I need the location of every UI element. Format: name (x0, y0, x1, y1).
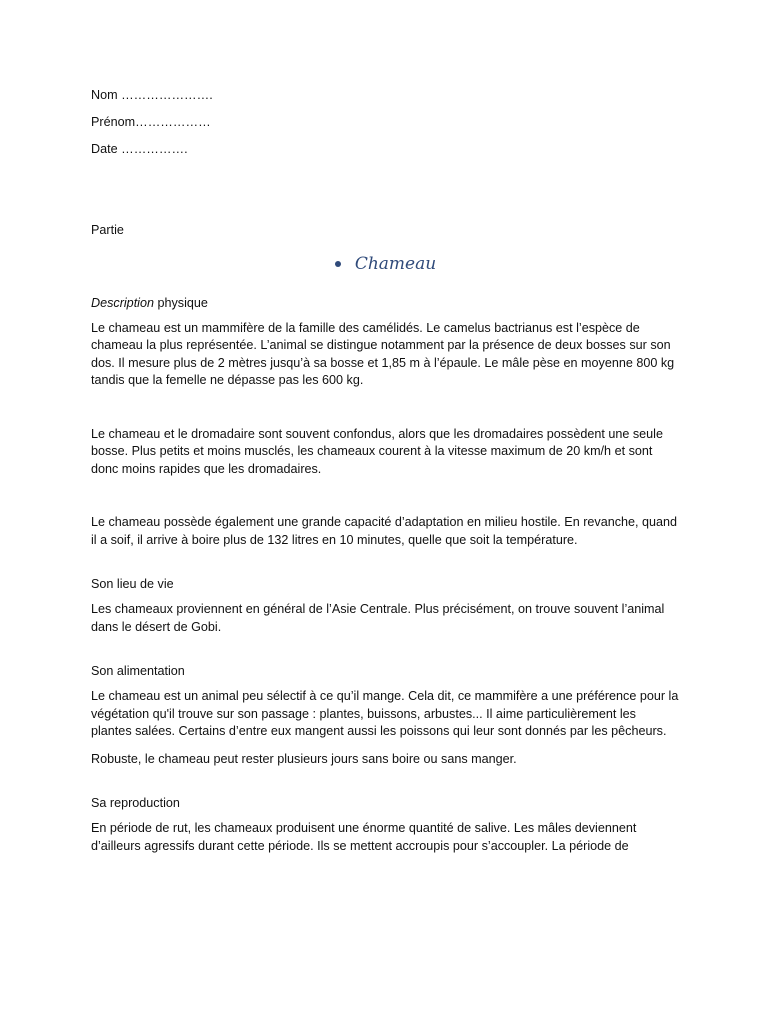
document-title: Chameau (354, 253, 437, 274)
alimentation-heading: Son alimentation (91, 664, 185, 678)
nom-field: Nom …………………. (91, 88, 213, 102)
description-heading (91, 296, 680, 310)
reproduction-paragraph: En période de rut, les chameaux produisent une énorme quantité de salive. Les mâles deviennent d’ailleurs agressifs durant cette période. Ils se mettent accroupis pour s’accoupler. La période de (91, 821, 637, 853)
paragraph-2: Le chameau et le dromadaire sont souvent confondus, alors que les dromadaires possèdent une seule bosse. Plus petits et moins musclés, les chameaux courent à la vitesse maximum de 20 km/h et sont donc moins rapides que les dromadaires. (91, 426, 663, 476)
prenom-field: Prénom……………… (91, 115, 211, 129)
alimentation-paragraph-2: Robuste, le chameau peut rester plusieurs jours sans boire ou sans manger. (91, 751, 517, 766)
date-field: Date ……………. (91, 142, 188, 156)
reproduction-heading: Sa reproduction (91, 796, 180, 810)
lieu-paragraph: Les chameaux proviennent en général de l’Asie Centrale. Plus précisément, on trouve souvent l’animal dans le désert de Gobi. (91, 602, 665, 634)
partie-label: Partie (91, 223, 124, 237)
description-italic: Description (91, 295, 154, 310)
paragraph-3: Le chameau possède également une grande capacité d’adaptation en milieu hostile. En revanche, quand il a soif, il arrive à boire plus de 132 litres en 10 minutes, quelle que soit la température. (91, 515, 678, 547)
description-rest: physique (154, 295, 208, 310)
bullet-icon (335, 261, 341, 267)
title-row (91, 254, 680, 274)
alimentation-paragraph-1: Le chameau est un animal peu sélectif à ce qu’il mange. Cela dit, ce mammifère a une préférence pour la végétation qu'il trouve sur son passage : plantes, buissons, arbustes... Il aime particulièrement les plantes salées. Certains d’entre eux mangent aussi les poissons qui leur sont donnés par les pêcheurs. (91, 689, 679, 738)
paragraph-1: Le chameau est un mammifère de la famille des camélidés. Le camelus bactrianus est l’espèce de chameau la plus représentée. L’animal se distingue notamment par la présence de deux bosses sur son dos. Il mesure plus de 2 mètres jusqu’à sa bosse et 1,85 m à l’épaule. Le mâle pèse en moyenne 800 kg tandis que la femelle ne dépasse pas les 600 kg. (91, 320, 675, 387)
lieu-heading: Son lieu de vie (91, 577, 174, 591)
